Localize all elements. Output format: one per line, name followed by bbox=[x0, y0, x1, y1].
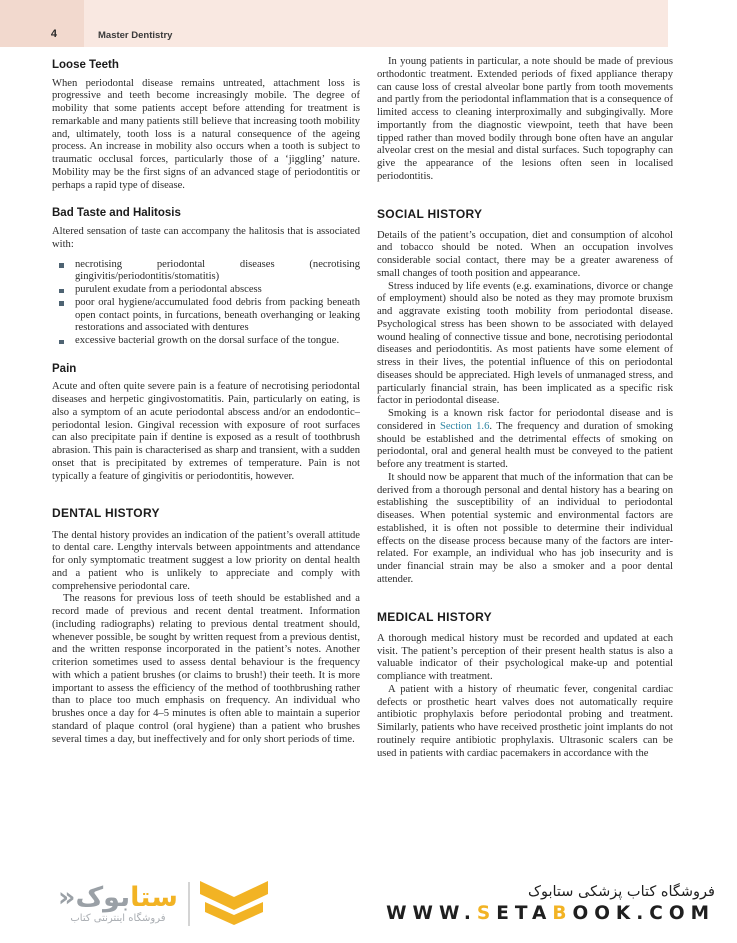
page-number: 4 bbox=[50, 28, 57, 40]
watermark-footer bbox=[0, 871, 737, 943]
setabook-wordmark-text bbox=[58, 881, 178, 913]
heading-dental-history: DENTAL HISTORY bbox=[52, 506, 160, 521]
wordmark-gray-part: بوک bbox=[75, 881, 131, 913]
heading-social-history: SOCIAL HISTORY bbox=[377, 206, 483, 221]
paragraph-loose-teeth: When periodontal disease remains untreated, attachment loss is progressive and teeth become increasingly mobile. The degree of mobility that some patients accept before attending for treatment is remarkable and many patients still believe that increasing tooth mobility and, ultimately, tooth loss is a natural consequence of the ageing process. An increase in mobility also occurs when a tooth is subject to traumatic occlusal forces, particularly those of a ‘jiggling’ nature. Mobility may be the first signs of an advanced stage of periodontitis or perhaps a rapid type of disease. bbox=[52, 77, 360, 191]
page-number-block bbox=[0, 0, 84, 47]
book-title: Master Dentistry bbox=[98, 29, 173, 41]
heading-pain: Pain bbox=[52, 362, 77, 375]
setabook-wordmark bbox=[58, 881, 178, 925]
left-column bbox=[52, 56, 360, 874]
url-part: OOK.COM bbox=[572, 902, 715, 924]
open-book-icon bbox=[200, 881, 268, 927]
smoking-text-before-link: Smoking is a known risk factor for periodontal disease and is considered in bbox=[377, 408, 673, 432]
website-url bbox=[386, 902, 715, 925]
logo-tagline: فروشگاه اینترنتی کتاب bbox=[70, 913, 166, 925]
list-item: poor oral hygiene/accumulated food debris from packing beneath open contact points, in furcations, beneath overhanging or leaking restorations and associated with dentures bbox=[52, 297, 360, 335]
paragraph-dental-history-1: The dental history provides an indication of the patient’s overall attitude to dental care. Lengthy intervals between appointments and attendance for only symptomatic treatment suggest a low priority on dental health and a patient who is unlikely to appreciate and comply with comprehensive periodontal care. bbox=[52, 529, 360, 592]
halitosis-bullet-list bbox=[52, 259, 360, 348]
heading-loose-teeth: Loose Teeth bbox=[52, 59, 119, 71]
section-1-6-link[interactable]: Section 1.6 bbox=[439, 420, 490, 432]
double-chevron-icon: « bbox=[58, 881, 76, 913]
paragraph-smoking bbox=[377, 408, 673, 472]
logo-divider bbox=[188, 882, 190, 926]
paragraph-medical-history-2: A patient with a history of rheumatic fever, congenital cardiac defects or prosthetic heart valves does not automatically require antibiotic prophylaxis before periodontal probing and treatment. Similarly, patients who have received prosthetic joint implants do not routinely require antibiotic prophylaxis. Ultrasonic scalers can be used in patients with cardiac pacemakers in accordance with the bbox=[377, 683, 673, 759]
url-part: ETA bbox=[496, 902, 553, 924]
running-header bbox=[0, 0, 668, 47]
paragraph-halitosis-intro: Altered sensation of taste can accompany the halitosis that is associated with: bbox=[52, 226, 360, 250]
paragraph-social-history-4: It should now be apparent that much of the information that can be derived from a thorough personal and dental history has a bearing on establishing the susceptibility of an individual to periodontal diseases. When potential systemic and environmental factors are established, it is often not possible to determine their individual effects on the disease process because many of the factors are inter-related. For example, an individual who has job insecurity and is under financial strain may be also a smoker and a poor dental attender. bbox=[377, 471, 673, 585]
list-item: excessive bacterial growth on the dorsal surface of the tongue. bbox=[52, 335, 360, 348]
paragraph-dental-history-2: The reasons for previous loss of teeth should be established and a record made of previous and recent dental treatment. Information (including radiographs) relating to previous dental treatment should, whenever possible, be sought by written request from a previous dentist, and the written response incorporated in the patient’s notes. Another criterion sometimes used to assess dental behaviour is the frequency with which a patient brushes (or claims to brush!) their teeth. It is more important to assess the efficiency of the method of toothbrushing rather than to place too much emphasis on frequency. An individual who brushes once a day for 4–5 minutes is often able to maintain a superior standard of plaque control (oral hygiene) than a patient who brushes several times a day, but ineffectively and for only short periods of time. bbox=[52, 593, 360, 745]
smoking-text-after-link: . The frequency and duration of smoking should be established and the detrimental effects of smoking on periodontal, oral and general health must be conveyed to the patient before any treatment is started. bbox=[377, 420, 673, 471]
url-accent-letter: B bbox=[552, 902, 573, 924]
heading-bad-taste-halitosis: Bad Taste and Halitosis bbox=[52, 207, 181, 220]
list-item: purulent exudate from a periodontal abscess bbox=[52, 284, 360, 297]
paragraph-social-history-2: Stress induced by life events (e.g. examinations, divorce or change of employment) should also be noted as they may promote bruxism and aggravate existing tooth mobility from periodontal disease. Psychological stress has been shown to be associated with delayed wound healing of connective tissue and bone, necrotising periodontal diseases and periodontitis. As most patients have some element of stress in their lives, the potential influence of this on periodontal diseases should be appreciated. High levels of unmanaged stress, and particularly financial strain, has been implicated as a specific risk factor in periodontal disease. bbox=[377, 280, 673, 407]
paragraph-pain: Acute and often quite severe pain is a feature of necrotising periodontal diseases and herpetic gingivostomatitis. Pain, particularly on eating, is also a symptom of an acute periodontal abscess and/or an endodontic–periodontal lesion. Gingival recession with exposure of root surfaces can also precipitate pain if dentine is exposed as a result of toothbrush abrasion. This pain is characterised as sharp and transient, with a sudden onset that is precipitated by extremes of temperature. Pain is not typically a feature of gingivitis or periodontitis, however. bbox=[52, 381, 360, 482]
store-name-line: فروشگاه کتاب پزشکی ستابوک bbox=[527, 884, 715, 901]
setabook-logo bbox=[58, 881, 268, 927]
heading-medical-history: MEDICAL HISTORY bbox=[377, 609, 492, 624]
list-item: necrotising periodontal diseases (necrotising gingivitis/periodontitis/stomatitis) bbox=[52, 259, 360, 285]
paragraph-social-history-1: Details of the patient’s occupation, diet and consumption of alcohol and tobacco should be noted. When an occupation involves considerable social contact, there may be a greater awareness of small changes of tooth position and appearance. bbox=[377, 229, 673, 279]
paragraph-orthodontic: In young patients in particular, a note should be made of previous orthodontic treatment. Extended periods of fixed appliance therapy can cause loss of crestal alveolar bone partly from tooth movements and partly from the periodontal inflammation that is a consequence of limited access to cleaning interproximally and subgingivally. More importantly from the diagnostic viewpoint, teeth that have been tipped rather than moved bodily through bone often have an angular alveolar crest on the mesial and distal surfaces. Such topography can give the appearance of the lesions often seen in localised periodontitis. bbox=[377, 56, 673, 182]
url-part: WWW. bbox=[386, 902, 477, 924]
paragraph-medical-history-1: A thorough medical history must be recorded and updated at each visit. The patient’s perception of their present health status is also a valuable indicator of their psychological make-up and potential compliance with treatment. bbox=[377, 632, 673, 683]
right-column bbox=[377, 56, 673, 874]
footer-site-info bbox=[386, 883, 715, 925]
url-accent-letter: S bbox=[476, 902, 497, 924]
wordmark-accent-part: ستا bbox=[130, 881, 178, 913]
